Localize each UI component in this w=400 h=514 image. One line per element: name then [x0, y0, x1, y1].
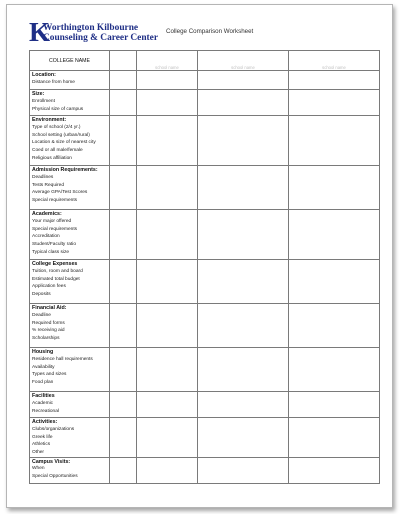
school-entry-cell[interactable]	[110, 210, 137, 260]
school-entry-cell[interactable]	[289, 392, 380, 418]
school-entry-cell[interactable]	[137, 418, 198, 458]
school-entry-cell[interactable]	[289, 71, 380, 90]
school-entry-cell[interactable]	[110, 90, 137, 116]
school-entry-cell[interactable]	[198, 348, 289, 392]
section-item: Average GPA/Test Scores	[32, 190, 88, 196]
section-item: Type of school (2/4 yr.)	[32, 124, 81, 130]
school-entry-cell[interactable]	[110, 418, 137, 458]
section-row	[30, 260, 380, 304]
section-item: Special requirements	[32, 226, 78, 232]
section-label-cell	[30, 457, 110, 483]
section-row	[30, 457, 380, 483]
section-label-cell	[30, 116, 110, 166]
section-category: Campus Visits:	[32, 458, 71, 465]
section-label-cell	[30, 166, 110, 210]
school-name-header: school name	[198, 51, 289, 71]
school-entry-cell[interactable]	[198, 71, 289, 90]
school-entry-cell[interactable]	[289, 457, 380, 483]
section-row	[30, 71, 380, 90]
section-item: Clubs/organizations	[32, 426, 75, 432]
section-row	[30, 392, 380, 418]
section-item: Physical size of campus	[32, 106, 84, 112]
school-entry-cell[interactable]	[110, 166, 137, 210]
section-label-cell	[30, 210, 110, 260]
section-row	[30, 348, 380, 392]
section-row	[30, 90, 380, 116]
section-item: Special Opportunities	[32, 474, 78, 480]
section-label-cell	[30, 392, 110, 418]
section-category: Admission Requirements:	[32, 167, 98, 173]
school-entry-cell[interactable]	[137, 90, 198, 116]
school-entry-cell[interactable]	[137, 166, 198, 210]
college-name-header: COLLEGE NAME	[30, 51, 110, 71]
section-category: Financial Aid:	[32, 305, 67, 311]
school-entry-cell[interactable]	[110, 260, 137, 304]
school-entry-cell[interactable]	[137, 348, 198, 392]
section-category: College Expenses	[32, 261, 78, 267]
school-entry-cell[interactable]	[110, 304, 137, 348]
school-entry-cell[interactable]	[289, 210, 380, 260]
section-item: Location & size of nearest city	[32, 140, 96, 146]
section-label-cell	[30, 71, 110, 90]
section-item: Estimated total budget	[32, 276, 80, 282]
section-item: Greek life	[32, 434, 53, 440]
comparison-table	[29, 50, 380, 484]
section-item: Deposits	[32, 291, 51, 297]
school-entry-cell[interactable]	[198, 210, 289, 260]
school-entry-cell[interactable]	[137, 457, 198, 483]
section-category: Location:	[32, 72, 56, 78]
school-entry-cell[interactable]	[137, 71, 198, 90]
school-entry-cell[interactable]	[110, 116, 137, 166]
section-category: Housing	[32, 349, 54, 355]
section-item: Accreditation	[32, 234, 60, 240]
section-category: Environment:	[32, 117, 67, 123]
page-header	[29, 17, 389, 47]
school-entry-cell[interactable]	[289, 348, 380, 392]
org-name-line2: Counseling & Career Center	[43, 33, 158, 43]
section-item: Recreational	[32, 408, 59, 414]
section-category: Academics:	[32, 211, 62, 217]
section-item: Student/Faculty ratio	[32, 241, 76, 247]
school-name-header: school name	[137, 51, 198, 71]
school-entry-cell[interactable]	[198, 260, 289, 304]
section-item: Distance from home	[32, 79, 75, 85]
school-entry-cell[interactable]	[289, 418, 380, 458]
school-name-header: school name	[289, 51, 380, 71]
school-entry-cell[interactable]	[198, 90, 289, 116]
school-entry-cell[interactable]	[289, 90, 380, 116]
section-item: Coed or all male/female	[32, 147, 83, 153]
school-entry-cell[interactable]	[289, 166, 380, 210]
school-name-header	[110, 51, 137, 71]
section-category: Activities:	[32, 419, 58, 425]
section-item: Special requirements	[32, 197, 78, 203]
section-item: Your major offered	[32, 218, 72, 224]
worksheet-page	[6, 4, 393, 508]
section-item: Application fees	[32, 284, 66, 290]
school-entry-cell[interactable]	[198, 166, 289, 210]
section-label-cell	[30, 348, 110, 392]
school-entry-cell[interactable]	[110, 71, 137, 90]
document-title: College Comparison Worksheet	[166, 28, 254, 35]
section-row	[30, 418, 380, 458]
school-entry-cell[interactable]	[137, 116, 198, 166]
section-item: Typical class size	[32, 249, 70, 255]
section-row	[30, 304, 380, 348]
section-item: When	[32, 466, 45, 472]
school-entry-cell[interactable]	[137, 304, 198, 348]
section-label-cell	[30, 260, 110, 304]
school-entry-cell[interactable]	[198, 304, 289, 348]
section-item: School setting (urban/rural)	[32, 132, 90, 138]
section-item: Tests Required	[32, 182, 64, 188]
section-item: Availability	[32, 364, 55, 370]
section-category: Facilities	[32, 393, 55, 399]
section-item: Types and sizes	[32, 372, 67, 378]
school-entry-cell[interactable]	[137, 260, 198, 304]
section-item: Other	[32, 449, 44, 455]
school-entry-cell[interactable]	[137, 392, 198, 418]
section-row	[30, 166, 380, 210]
school-entry-cell[interactable]	[110, 392, 137, 418]
section-item: Food plan	[32, 379, 54, 385]
table-header-row	[30, 51, 380, 71]
section-item: Athletics	[32, 442, 51, 448]
school-entry-cell[interactable]	[137, 210, 198, 260]
section-item: Religious affiliation	[32, 155, 72, 161]
school-entry-cell[interactable]	[198, 392, 289, 418]
logo: K	[29, 17, 51, 47]
school-entry-cell[interactable]	[289, 116, 380, 166]
section-category: Size:	[32, 91, 45, 97]
org-name-line1: Worthington Kilbourne	[43, 23, 139, 33]
section-row	[30, 116, 380, 166]
section-label-cell	[30, 304, 110, 348]
section-item: Tuition, room and board	[32, 268, 83, 274]
school-entry-cell[interactable]	[198, 116, 289, 166]
section-item: Enrollment	[32, 98, 55, 104]
school-entry-cell[interactable]	[289, 260, 380, 304]
section-item: Deadline	[32, 312, 51, 318]
school-entry-cell[interactable]	[289, 304, 380, 348]
section-item: % receiving aid	[32, 328, 65, 334]
section-item: Academic	[32, 400, 54, 406]
section-item: Deadlines	[32, 174, 54, 180]
school-entry-cell[interactable]	[110, 348, 137, 392]
section-item: Residence hall requirements	[32, 356, 93, 362]
school-entry-cell[interactable]	[198, 457, 289, 483]
section-label-cell	[30, 418, 110, 458]
section-row	[30, 210, 380, 260]
section-item: Scholarships	[32, 335, 60, 341]
school-entry-cell[interactable]	[198, 418, 289, 458]
section-label-cell	[30, 90, 110, 116]
school-entry-cell[interactable]	[110, 457, 137, 483]
section-item: Required forms	[32, 320, 65, 326]
